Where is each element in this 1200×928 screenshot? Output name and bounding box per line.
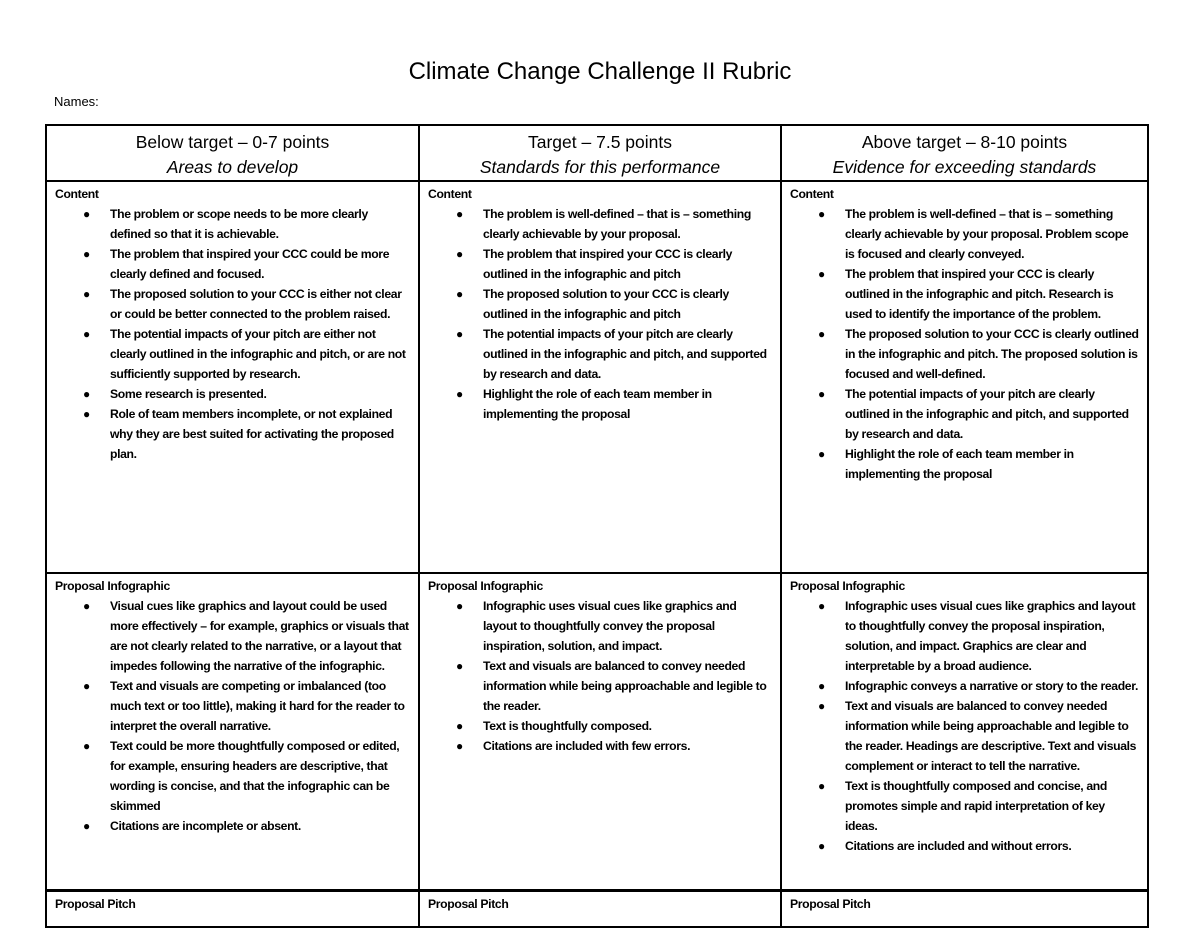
section-label: Proposal Infographic [428, 579, 543, 593]
criteria-list [790, 596, 1139, 856]
bullet-icon: ● [83, 679, 90, 693]
column-header-above-target [781, 125, 1148, 181]
rubric-cell-content [420, 574, 780, 762]
section-label: Proposal Pitch [428, 897, 509, 911]
criteria-item [790, 324, 1139, 384]
section-label: Proposal Infographic [790, 579, 905, 593]
bullet-icon: ● [83, 247, 90, 261]
criteria-text: Citations are included and without errors. [845, 839, 1072, 853]
criteria-item [790, 264, 1139, 324]
section-label: Content [428, 187, 472, 201]
bullet-icon: ● [83, 327, 90, 341]
rubric-cell [419, 891, 781, 928]
criteria-list [55, 596, 410, 836]
rubric-cell [46, 573, 419, 891]
bullet-icon: ● [83, 407, 90, 421]
criteria-item [428, 324, 772, 384]
bullet-icon: ● [818, 327, 825, 341]
criteria-list [790, 204, 1139, 484]
rubric-cell-content [782, 892, 1147, 920]
criteria-text: The problem that inspired your CCC could be more clearly defined and focused. [110, 247, 390, 281]
section-label: Proposal Pitch [55, 897, 136, 911]
rubric-cell [781, 181, 1148, 573]
bullet-icon: ● [83, 287, 90, 301]
criteria-item [55, 596, 410, 676]
criteria-text: Text is thoughtfully composed. [483, 719, 652, 733]
rubric-cell-content [420, 182, 780, 430]
criteria-item [790, 776, 1139, 836]
bullet-icon: ● [456, 599, 463, 613]
criteria-item [428, 244, 772, 284]
criteria-item [55, 816, 410, 836]
rubric-cell [419, 181, 781, 573]
rubric-cell [419, 573, 781, 891]
bullet-icon: ● [83, 387, 90, 401]
rubric-cell-content [782, 182, 1147, 490]
section-label: Proposal Pitch [790, 897, 871, 911]
criteria-text: Infographic uses visual cues like graphics and layout to thoughtfully convey the proposal inspiration, solution, and impact. [483, 599, 737, 653]
criteria-item [790, 836, 1139, 856]
section-label: Content [790, 187, 834, 201]
criteria-item [55, 736, 410, 816]
criteria-item [428, 204, 772, 244]
criteria-item [55, 384, 410, 404]
section-label: Proposal Infographic [55, 579, 170, 593]
bullet-icon: ● [456, 247, 463, 261]
criteria-list [55, 204, 410, 464]
criteria-text: The potential impacts of your pitch are either not clearly outlined in the infographic and pitch, or are not sufficiently supported by research. [110, 327, 406, 381]
column-heading: Above target – 8-10 points [861, 132, 1068, 152]
bullet-icon: ● [83, 207, 90, 221]
bullet-icon: ● [818, 779, 825, 793]
bullet-icon: ● [456, 659, 463, 673]
section-label: Content [55, 187, 99, 201]
criteria-text: Some research is presented. [110, 387, 267, 401]
rubric-cell [46, 891, 419, 928]
criteria-text: Role of team members incomplete, or not explained why they are best suited for activating the proposed plan. [110, 407, 394, 461]
criteria-item [55, 676, 410, 736]
bullet-icon: ● [83, 739, 90, 753]
criteria-text: Infographic conveys a narrative or story to the reader. [845, 679, 1138, 693]
content-row [46, 181, 1148, 573]
criteria-item [55, 284, 410, 324]
criteria-text: The problem is well-defined – that is – something clearly achievable by your proposal. [483, 207, 751, 241]
bullet-icon: ● [818, 387, 825, 401]
criteria-list [428, 596, 772, 756]
criteria-item [790, 676, 1139, 696]
criteria-item [55, 324, 410, 384]
infographic-row [46, 573, 1148, 891]
bullet-icon: ● [456, 387, 463, 401]
bullet-icon: ● [456, 327, 463, 341]
criteria-item [55, 204, 410, 244]
criteria-list [428, 204, 772, 424]
bullet-icon: ● [83, 599, 90, 613]
criteria-text: The proposed solution to your CCC is either not clear or could be better connected to the problem raised. [110, 287, 402, 321]
bullet-icon: ● [456, 207, 463, 221]
rubric-cell-content [47, 574, 418, 842]
column-heading: Target – 7.5 points [528, 132, 672, 152]
criteria-text: Citations are incomplete or absent. [110, 819, 301, 833]
criteria-item [790, 596, 1139, 676]
criteria-text: The problem or scope needs to be more clearly defined so that it is achievable. [110, 207, 368, 241]
column-subheading: Standards for this performance [479, 157, 721, 177]
criteria-text: The problem that inspired your CCC is clearly outlined in the infographic and pitch [483, 247, 733, 281]
criteria-text: The potential impacts of your pitch are clearly outlined in the infographic and pitch, and supported by research and data. [483, 327, 767, 381]
criteria-text: The problem that inspired your CCC is clearly outlined in the infographic and pitch. Research is used to identify the importance of the problem. [845, 267, 1114, 321]
column-heading: Below target – 0-7 points [135, 132, 330, 152]
criteria-item [428, 284, 772, 324]
bullet-icon: ● [818, 839, 825, 853]
rubric-cell-content [420, 892, 780, 920]
bullet-icon: ● [818, 207, 825, 221]
criteria-text: Citations are included with few errors. [483, 739, 691, 753]
criteria-item [428, 384, 772, 424]
criteria-text: The potential impacts of your pitch are clearly outlined in the infographic and pitch, and supported by research and data. [845, 387, 1129, 441]
criteria-text: Visual cues like graphics and layout could be used more effectively – for example, graphics or visuals that are not clearly related to the narrative, or a layout that impedes following the narrative of the infographic. [110, 599, 409, 673]
rubric-cell-content [47, 892, 418, 920]
bullet-icon: ● [818, 699, 825, 713]
criteria-text: The proposed solution to your CCC is clearly outlined in the infographic and pitch. The proposed solution is focused and well-defined. [845, 327, 1139, 381]
criteria-item [55, 244, 410, 284]
column-header-target [419, 125, 781, 181]
names-label: Names: [54, 94, 99, 109]
column-subheading: Areas to develop [166, 157, 299, 177]
criteria-text: Text is thoughtfully composed and concise, and promotes simple and rapid interpretation of key ideas. [845, 779, 1107, 833]
criteria-text: Text and visuals are balanced to convey needed information while being approachable and legible to the reader. [483, 659, 767, 713]
bullet-icon: ● [83, 819, 90, 833]
criteria-item [428, 656, 772, 716]
bullet-icon: ● [818, 679, 825, 693]
rubric-cell-content [782, 574, 1147, 862]
criteria-item [790, 204, 1139, 264]
criteria-text: The proposed solution to your CCC is clearly outlined in the infographic and pitch [483, 287, 729, 321]
criteria-item [790, 444, 1139, 484]
criteria-item [790, 696, 1139, 776]
header-row [46, 125, 1148, 181]
rubric-cell [46, 181, 419, 573]
criteria-text: Highlight the role of each team member in implementing the proposal [845, 447, 1074, 481]
criteria-item [55, 404, 410, 464]
column-header-below-target [46, 125, 419, 181]
criteria-item [790, 384, 1139, 444]
criteria-item [428, 596, 772, 656]
pitch-row [46, 891, 1148, 928]
bullet-icon: ● [818, 447, 825, 461]
rubric-cell-content [47, 182, 418, 470]
bullet-icon: ● [456, 739, 463, 753]
bullet-icon: ● [456, 287, 463, 301]
bullet-icon: ● [456, 719, 463, 733]
criteria-item [428, 716, 772, 736]
criteria-text: Text could be more thoughtfully composed or edited, for example, ensuring headers are descriptive, that wording is concise, and that the infographic can be skimmed [110, 739, 400, 813]
criteria-text: The problem is well-defined – that is – something clearly achievable by your proposal. Problem scope is focused and clearly conveyed. [845, 207, 1129, 261]
rubric-cell [781, 573, 1148, 891]
criteria-text: Text and visuals are balanced to convey needed information while being approachable and legible to the reader. Headings are descriptive. Text and visuals complement or interact to tell the narrative. [845, 699, 1137, 773]
criteria-item [428, 736, 772, 756]
bullet-icon: ● [818, 599, 825, 613]
column-subheading: Evidence for exceeding standards [832, 157, 1097, 177]
criteria-text: Highlight the role of each team member in implementing the proposal [483, 387, 712, 421]
bullet-icon: ● [818, 267, 825, 281]
document-title: Climate Change Challenge II Rubric [408, 58, 792, 85]
criteria-text: Text and visuals are competing or imbalanced (too much text or too little), making it hard for the reader to interpret the overall narrative. [110, 679, 405, 733]
rubric-table [45, 124, 1149, 928]
criteria-text: Infographic uses visual cues like graphics and layout to thoughtfully convey the proposal inspiration, solution, and impact. Graphics are clear and interpretable by a broad audience. [845, 599, 1136, 673]
rubric-cell [781, 891, 1148, 928]
